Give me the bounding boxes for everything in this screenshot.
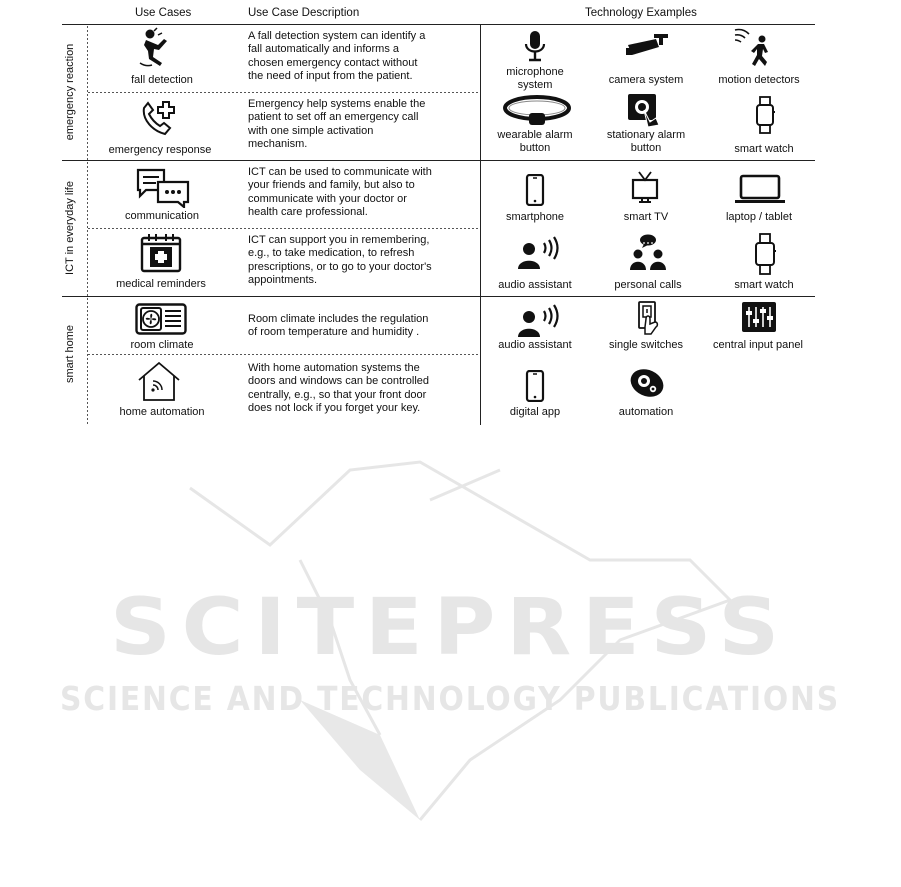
category-emergency-reaction: emergency reaction [64, 43, 76, 141]
motion-detector-icon [733, 26, 775, 70]
personal-calls-icon [630, 233, 666, 271]
tech-single-switches: single switches [609, 339, 683, 351]
tech-automation: automation [618, 406, 674, 418]
watermark-tagline: SCIENCE AND TECHNOLOGY PUBLICATIONS [60, 679, 840, 718]
tech-stationary-alarm-button [607, 129, 685, 155]
description-line: your friends and family, but also to [248, 179, 415, 192]
stationary-alarm-icon [626, 92, 662, 128]
use-case-medical-reminders: medical reminders [116, 278, 206, 290]
smartphone-icon [525, 174, 545, 206]
description-fall-detection [248, 30, 425, 84]
smart-tv-icon [631, 171, 659, 205]
category-ict-everyday-life: ICT in everyday life [64, 181, 76, 275]
description-line: ICT can support you in remembering, [248, 234, 430, 246]
microphone-icon [523, 30, 547, 62]
home-automation-icon [136, 360, 182, 402]
description-line: with one simple activation [248, 124, 374, 137]
description-line: prescriptions, or to go to your doctor's [248, 260, 432, 273]
description-line: mechanism. [248, 138, 308, 151]
description-line: chosen emergency contact without [248, 56, 418, 69]
tech-central-input-panel: central input panel [713, 339, 803, 351]
tech-label-line: stationary alarm [606, 129, 686, 141]
wearable-alarm-icon [502, 93, 572, 127]
tech-smart-watch-2: smart watch [734, 279, 794, 291]
description-line: does not lock if you forget your key. [248, 402, 421, 415]
medical-reminders-icon [140, 233, 182, 273]
description-line: ICT can be used to communicate with [248, 166, 432, 178]
tech-label-line: button [630, 142, 662, 154]
tech-personal-calls: personal calls [614, 279, 682, 291]
tech-label-line: wearable alarm [497, 129, 573, 141]
description-line: With home automation systems the [248, 362, 420, 374]
use-case-room-climate: room climate [130, 339, 194, 351]
communication-icon [136, 168, 190, 208]
single-switch-icon [637, 301, 661, 335]
header-description: Use Case Description [248, 7, 360, 19]
tech-motion-detectors: motion detectors [718, 74, 800, 86]
tech-microphone-system [506, 66, 563, 92]
smart-watch-icon [754, 233, 776, 275]
central-input-panel-icon [741, 301, 777, 333]
header-technology: Technology Examples [585, 7, 697, 19]
description-medical-reminders [248, 234, 432, 288]
use-case-home-automation: home automation [119, 406, 205, 418]
description-emergency-response [248, 98, 425, 152]
description-line: communicate with your doctor or [248, 192, 407, 205]
description-line: appointments. [248, 274, 318, 287]
tech-audio-assistant-1: audio assistant [498, 279, 572, 291]
audio-assistant-icon [517, 236, 563, 270]
fall-detection-icon [136, 27, 176, 69]
use-case-communication: communication [125, 210, 199, 222]
header-use-cases: Use Cases [135, 7, 192, 19]
description-line: Room climate includes the regulation [248, 313, 429, 325]
description-line: fall automatically and informs a [248, 43, 400, 56]
description-line: Emergency help systems enable the [248, 98, 426, 110]
tech-label-line: microphone [506, 66, 564, 78]
description-line: doors and windows can be controlled [248, 375, 430, 388]
tech-smartphone: smartphone [505, 211, 565, 223]
description-line: patient to set off an emergency call [248, 111, 419, 124]
tech-camera-system: camera system [608, 74, 684, 86]
audio-assistant-icon [517, 304, 563, 338]
tech-label-line: button [519, 142, 551, 154]
description-line: centrally, e.g., so that your front door [248, 388, 427, 401]
automation-gear-icon [627, 366, 667, 400]
camera-icon [626, 33, 670, 59]
description-line: of room temperature and humidity . [248, 326, 420, 339]
tech-wearable-alarm-button [497, 129, 572, 155]
description-line: health care professional. [248, 206, 368, 219]
emergency-response-icon [139, 98, 185, 138]
category-smart-home: smart home [64, 324, 76, 384]
room-climate-icon [135, 303, 187, 335]
laptop-icon [734, 174, 786, 204]
description-home-automation [248, 362, 429, 416]
use-case-fall-detection: fall detection [131, 74, 193, 86]
description-line: the need of input from the patient. [248, 70, 413, 83]
tech-digital-app: digital app [509, 406, 561, 418]
watermark-brand: SCITEPRESS [110, 583, 790, 673]
description-line: e.g., to take medication, to refresh [248, 247, 415, 260]
description-communication [248, 166, 432, 220]
tech-label-line: system [517, 79, 553, 91]
tech-smart-watch-1: smart watch [734, 143, 794, 155]
description-line: A fall detection system can identify a [248, 30, 426, 42]
description-room-climate [248, 313, 428, 340]
tech-laptop-tablet: laptop / tablet [725, 211, 793, 223]
smartphone-icon [525, 370, 545, 402]
use-case-emergency-response: emergency response [108, 144, 212, 156]
smart-watch-icon [755, 96, 775, 134]
tech-audio-assistant-2: audio assistant [498, 339, 572, 351]
tech-smart-tv: smart TV [623, 211, 669, 223]
